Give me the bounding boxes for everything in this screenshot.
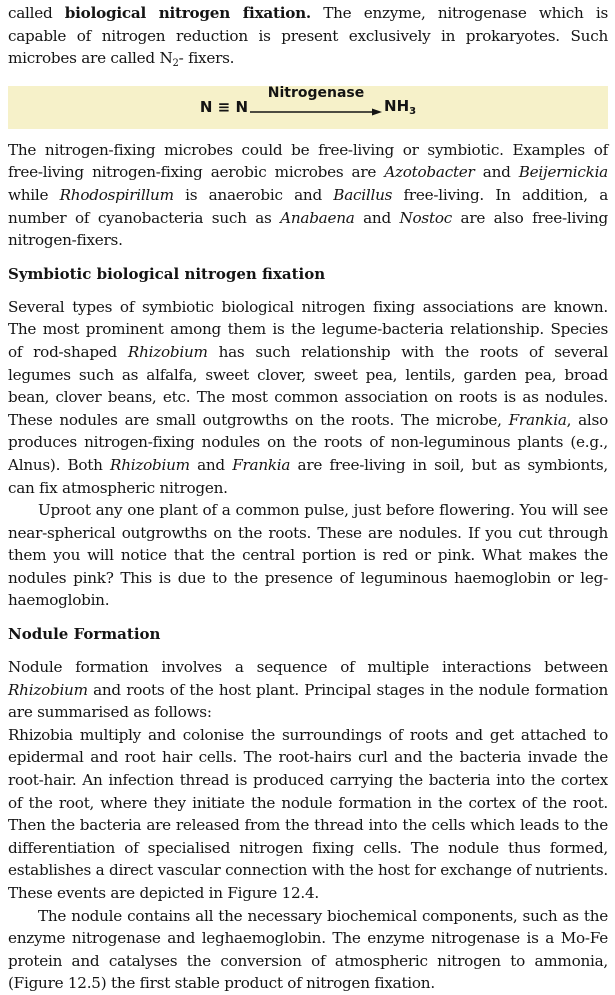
paragraph-intro [8,2,608,76]
section-heading-symbiotic: Symbiotic biological nitrogen fixation [8,264,326,283]
text: The nitrogen-fixing microbes could be free-living or symbiotic. Examples of free-living nitrogen-fixing aerobic microbes are [8,140,608,182]
text: and roots of the host plant. Principal stages in the nodule formation are summarised as follows: [8,680,608,722]
text: while [8,185,60,204]
text: are also free-living nitrogen-fixers. [8,208,608,250]
species-name: Rhizobium [127,342,208,361]
reaction-arrow [250,85,382,117]
text: , also produces nitrogen-fixing nodules on the roots of non-leguminous plants (e.g., Alnus). Both [8,410,608,474]
subscript: 2 [172,58,179,70]
species-name: Bacillus [333,185,393,204]
text: has such relationship with the roots of several legumes such as alfalfa, sweet clover, sweet pea, lentils, garden pea, broad bean, clover beans, etc. The most common association on roots is as nodules. These nodules are small outgrowths on the roots. The microbe, [8,342,608,429]
species-name: Beijernickia [518,163,608,182]
text: is anaerobic and [173,185,334,204]
species-name: Azotobacter [384,163,475,182]
equation-product [384,97,416,117]
species-name: Nostoc [399,208,452,227]
text: Several types of symbiotic biological nitrogen fixing associations are known. The most prominent among them is the legume-bacteria relationship. Species of rod-shaped [8,297,608,361]
text: are free-living in soil, but as symbionts, can fix atmospheric nitrogen. [8,455,608,497]
product-text: NH [384,97,410,116]
product-subscript: 3 [409,106,417,118]
text: free-living. In addition, a number of cyanobacteria such as [8,185,609,227]
textbook-page [0,2,615,995]
text: Nodule formation involves a sequence of multiple interactions between [8,658,608,677]
equation-box [8,86,608,129]
arrow-icon [250,107,382,117]
species-name: Rhodospirillum [59,185,174,204]
text: and [354,208,400,227]
text: and [474,163,519,182]
section-heading-nodule: Nodule Formation [8,625,161,644]
species-name: Frankia [232,455,291,474]
bold-term: biological nitrogen fixation. [64,4,311,22]
text: and [189,455,233,474]
paragraph-nodule-intro [8,656,608,724]
species-name: Rhizobium [110,455,190,474]
paragraph-rhizobia: Rhizobia multiply and colonise the surroundings of roots and get attached to epidermal and root hair cells. The root-hairs curl and the bacteria invade the root-hair. An infection thread is produced carrying the bacteria into the cortex of the root, where they initiate the nodule formation in the cortex of the root. Then the bacteria are released from the thread into the cells which leads to the differentiation of specialised nitrogen fixing cells. The nodule thus formed, establishes a direct vascular connection with the host for exchange of nutrients. These events are depicted in Figure 12.4. [8,725,608,902]
paragraph-free-living [8,139,608,252]
enzyme-label: Nitrogenase [267,85,365,102]
text: called [8,4,65,22]
text: - fixers. [178,49,235,68]
species-name: Rhizobium [8,680,88,699]
species-name: Frankia [508,410,567,429]
paragraph-symbiotic [8,296,608,499]
species-name: Anabaena [280,208,355,227]
paragraph-uproot: Uproot any one plant of a common pulse, just before flowering. You will see near-spherical outgrowths on the roots. These are nodules. If you cut through them you will notice that the central portion is red or pink. What makes the nodules pink? This is due to the presence of leguminous haemoglobin or leg-haemoglobin. [8,501,608,610]
paragraph-enzyme: The nodule contains all the necessary biochemical components, such as the enzyme nitrogenase and leghaemoglobin. The enzyme nitrogenase is a Mo-Fe protein and catalyses the conversion of atmospheric nitrogen to ammonia, (Figure 12.5) the first stable product of nitrogen fixation. [8,906,608,993]
equation-reactant: N ≡ N [199,98,249,117]
text: The enzyme, nitrogenase which is capable of nitrogen reduction is present exclusively in prokaryotes. Such microbes are called N [8,4,608,68]
